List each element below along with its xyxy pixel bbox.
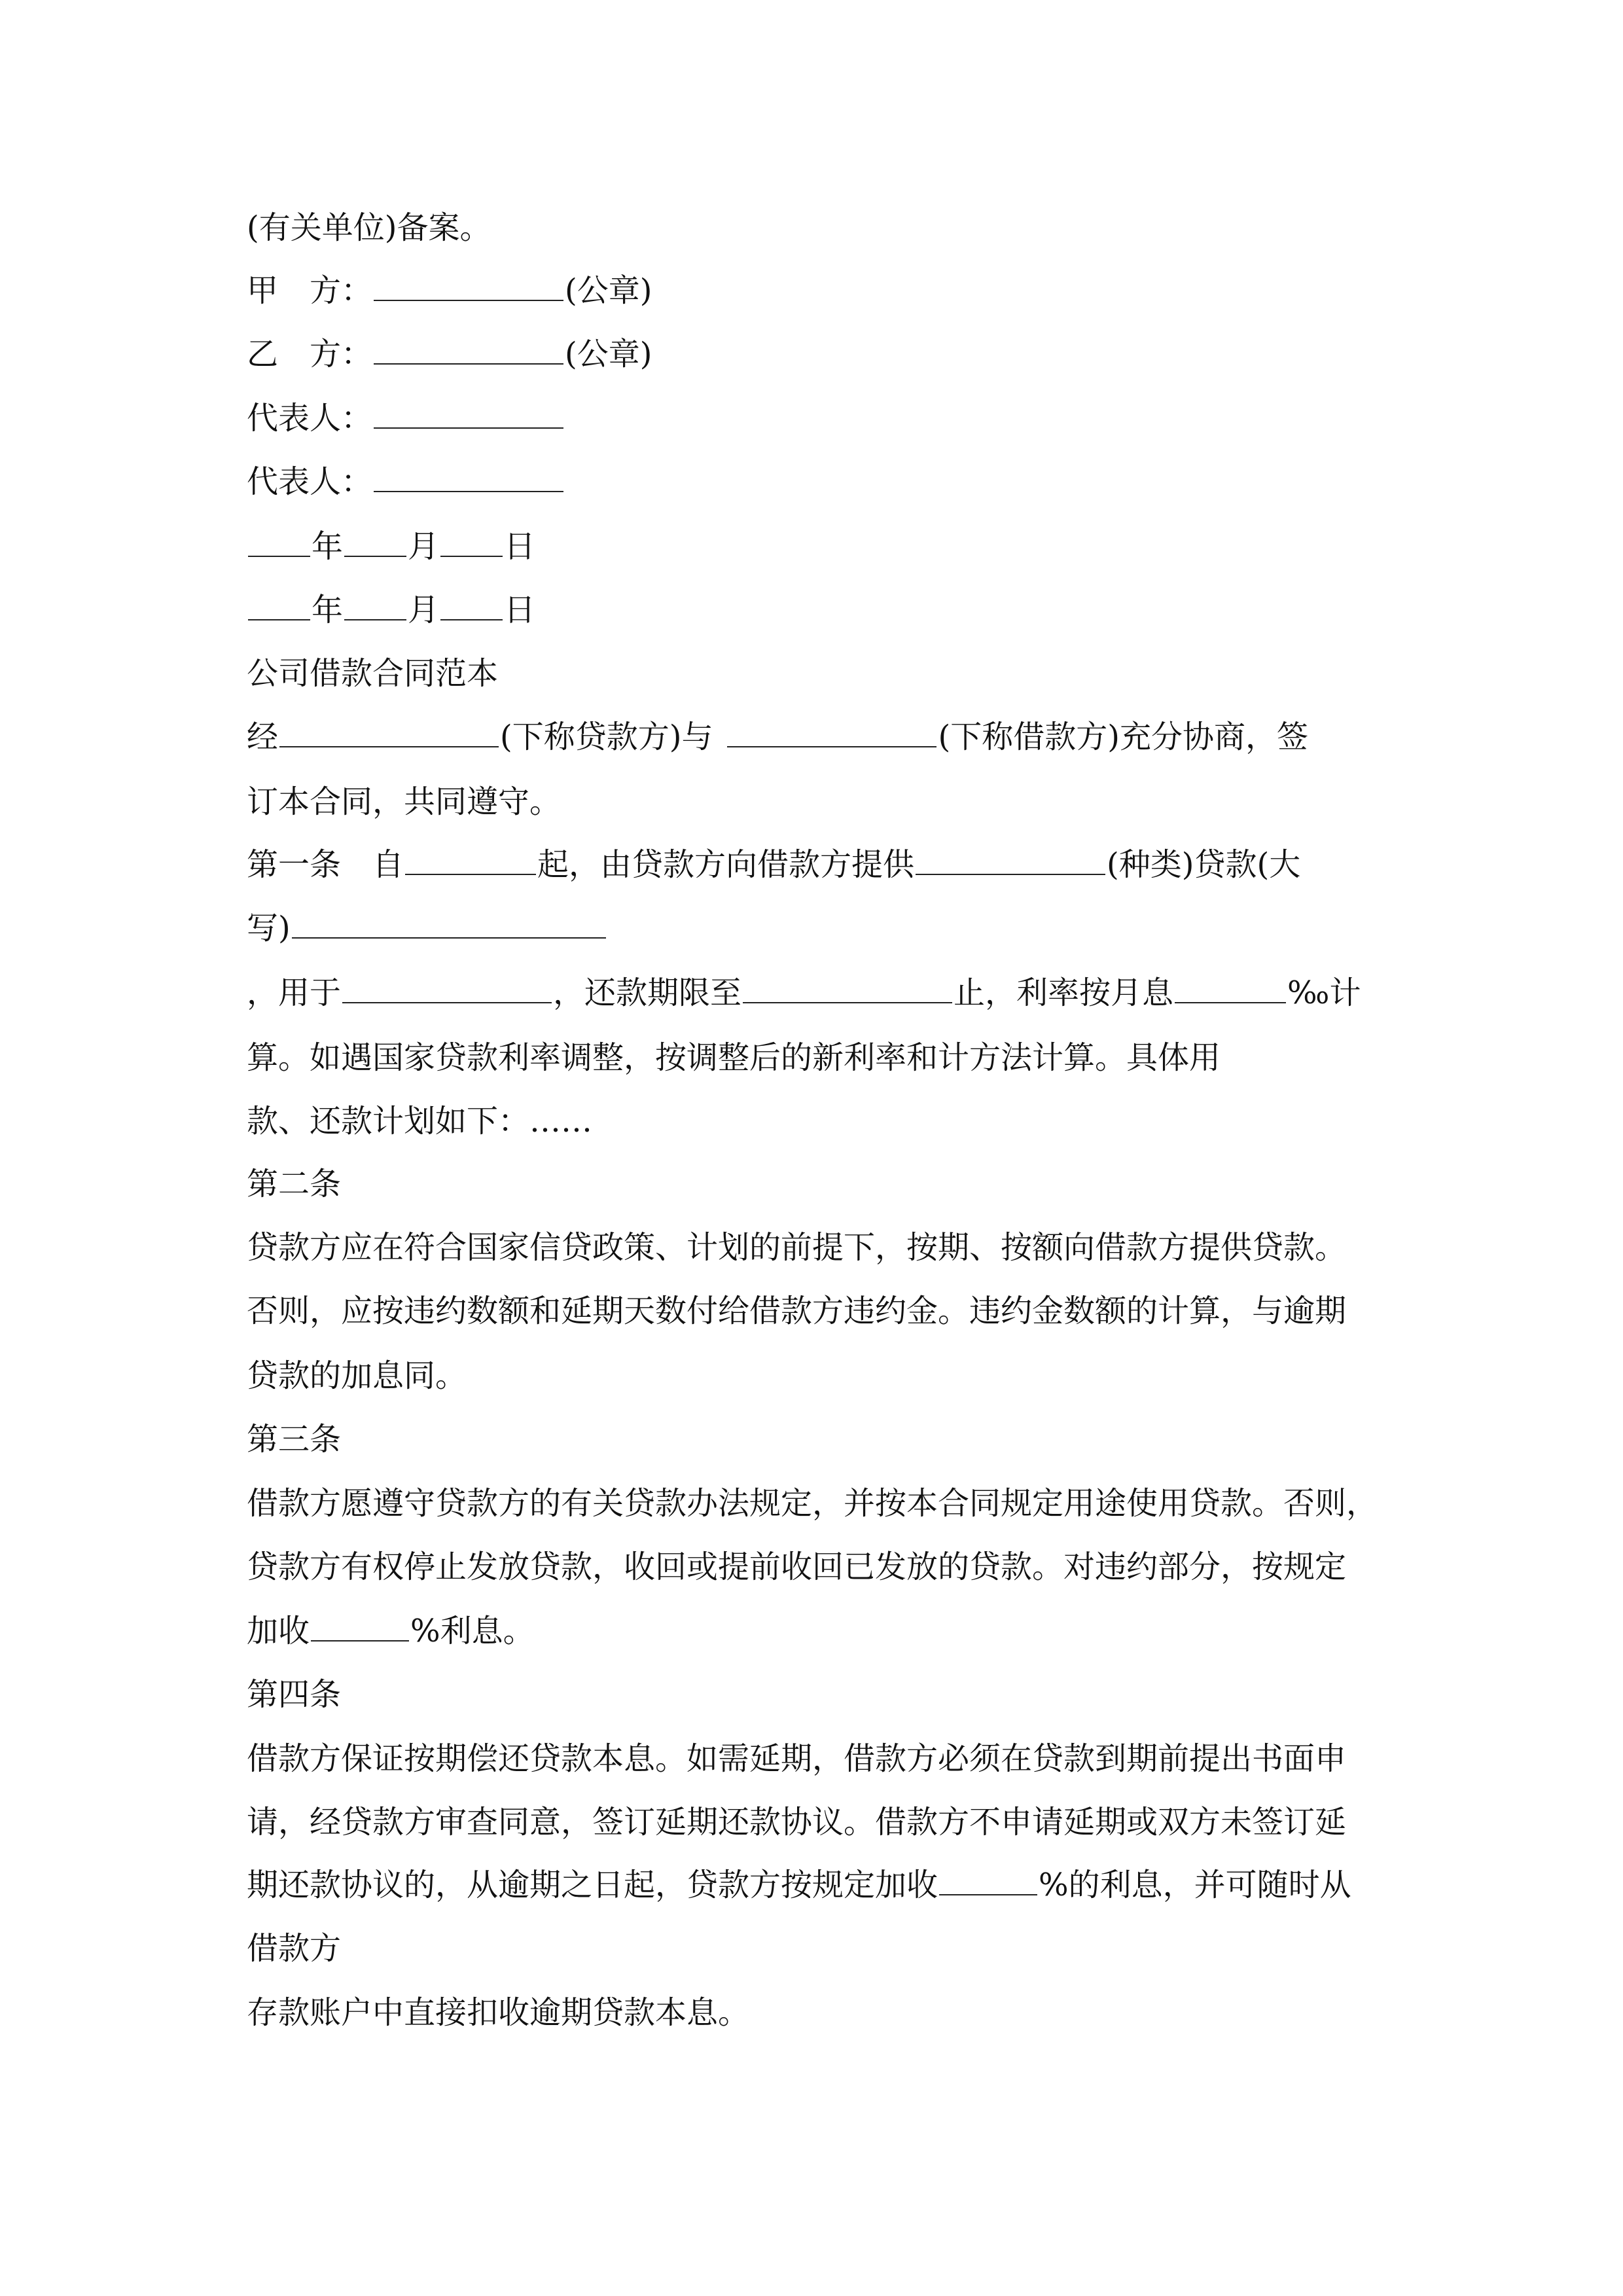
day-label: 日: [504, 592, 536, 628]
text-span: 加收: [247, 1613, 310, 1649]
party-b-label: 乙 方：: [247, 336, 373, 372]
text-span: 贷款方应在符合国家信贷政策、计划的前提下，按期、按额向借款方提供贷款。: [247, 1229, 1347, 1266]
text-span: (种类)贷款(大: [1107, 846, 1301, 883]
month-blank[interactable]: [344, 527, 406, 557]
party-a-blank[interactable]: [374, 271, 563, 301]
representative-label: 代表人：: [247, 463, 373, 500]
lender-blank[interactable]: [279, 717, 499, 747]
parties-line: [247, 717, 1399, 757]
party-b-blank[interactable]: [374, 334, 563, 365]
text-line: [247, 782, 1399, 821]
date-line: [247, 527, 1399, 566]
rate-line: [247, 1611, 1399, 1651]
text-line: [247, 208, 1399, 247]
article-1-heading: 第一条 自: [247, 846, 404, 883]
article-4-heading: 第四条: [247, 1676, 342, 1713]
repayment-deadline-blank[interactable]: [743, 973, 952, 1003]
article-heading: [247, 1675, 1399, 1714]
date-line: [247, 590, 1399, 630]
amount-line: [247, 908, 1399, 948]
text-span: (下称贷款方)与: [500, 719, 713, 755]
day-blank[interactable]: [440, 590, 503, 620]
text-span: 期还款协议的，从逾期之日起，贷款方按规定加收: [247, 1867, 938, 1903]
article-1-line: [247, 845, 1399, 884]
article-3-heading: 第三条: [247, 1421, 342, 1458]
text-span: 借款方: [247, 1930, 342, 1967]
representative-blank[interactable]: [374, 399, 563, 429]
text-span: 起，由贷款方向借款方提供: [537, 846, 915, 883]
text-line: [247, 1038, 1399, 1077]
text-span: (有关单位)备案。: [247, 209, 491, 246]
text-span: ，还款期限至: [553, 975, 742, 1011]
party-b-line: [247, 334, 1399, 374]
month-label: 月: [408, 592, 440, 628]
text-span: 借款方愿遵守贷款方的有关贷款办法规定，并按本合同规定用途使用贷款。否则，: [247, 1485, 1378, 1522]
text-span: 贷款的加息同。: [247, 1357, 467, 1394]
text-span: %的利息，并可随时从: [1039, 1867, 1351, 1903]
purpose-blank[interactable]: [342, 973, 552, 1003]
text-line: [247, 1739, 1399, 1778]
rate-line: [247, 1865, 1399, 1905]
text-line: [247, 1484, 1399, 1523]
contract-title: [247, 654, 1399, 693]
representative-blank[interactable]: [374, 462, 563, 492]
representative-line: [247, 399, 1399, 438]
party-a-line: [247, 271, 1399, 310]
day-blank[interactable]: [440, 527, 503, 557]
seal-label: (公章): [565, 272, 652, 309]
loan-type-blank[interactable]: [916, 845, 1105, 875]
day-label: 日: [504, 528, 536, 565]
text-span: 借款方保证按期偿还贷款本息。如需延期，借款方必须在贷款到期前提出书面申: [247, 1740, 1347, 1777]
borrower-blank[interactable]: [727, 717, 936, 747]
representative-line: [247, 462, 1399, 501]
text-span: 止，利率按月息: [954, 975, 1174, 1011]
text-span: ‰计: [1287, 975, 1361, 1011]
text-span: 算。如遇国家贷款利率调整，按调整后的新利率和计方法计算。具体用: [247, 1039, 1221, 1076]
year-blank[interactable]: [248, 527, 310, 557]
text-line: [247, 1993, 1399, 2032]
representative-label: 代表人：: [247, 400, 373, 437]
contract-title-text: 公司借款合同范本: [247, 655, 499, 692]
text-line: [247, 1547, 1399, 1587]
article-2-heading: 第二条: [247, 1166, 342, 1202]
text-line: [247, 1228, 1399, 1267]
penalty-rate-blank[interactable]: [311, 1611, 409, 1641]
text-span: 写): [247, 910, 291, 946]
text-span: 款、还款计划如下：……: [247, 1103, 593, 1139]
year-label: 年: [312, 592, 344, 628]
text-line: [247, 1291, 1399, 1331]
party-a-label: 甲 方：: [247, 272, 373, 309]
text-line: [247, 1356, 1399, 1395]
text-span: 经: [247, 719, 279, 755]
overdue-rate-blank[interactable]: [939, 1865, 1037, 1895]
text-span: %利息。: [410, 1613, 535, 1649]
article-heading: [247, 1164, 1399, 1204]
seal-label: (公章): [565, 336, 652, 372]
text-span: ，用于: [247, 975, 342, 1011]
text-span: 订本合同，共同遵守。: [247, 783, 562, 820]
text-line: [247, 1929, 1399, 1968]
year-label: 年: [312, 528, 344, 565]
year-blank[interactable]: [248, 590, 310, 620]
text-span: (下称借款方)充分协商，签: [938, 719, 1308, 755]
text-line: [247, 1102, 1399, 1141]
month-label: 月: [408, 528, 440, 565]
start-date-blank[interactable]: [405, 845, 536, 875]
article-heading: [247, 1420, 1399, 1459]
amount-blank[interactable]: [292, 908, 606, 939]
purpose-line: [247, 973, 1399, 1013]
monthly-rate-blank[interactable]: [1175, 973, 1286, 1003]
text-span: 贷款方有权停止发放贷款，收回或提前收回已发放的贷款。对违约部分，按规定: [247, 1549, 1347, 1585]
month-blank[interactable]: [344, 590, 406, 620]
text-line: [247, 1803, 1399, 1842]
text-span: 否则，应按违约数额和延期天数付给借款方违约金。违约金数额的计算，与逾期: [247, 1293, 1347, 1329]
text-span: 存款账户中直接扣收逾期贷款本息。: [247, 1994, 750, 2031]
text-span: 请，经贷款方审查同意，签订延期还款协议。借款方不申请延期或双方未签订延: [247, 1804, 1347, 1840]
